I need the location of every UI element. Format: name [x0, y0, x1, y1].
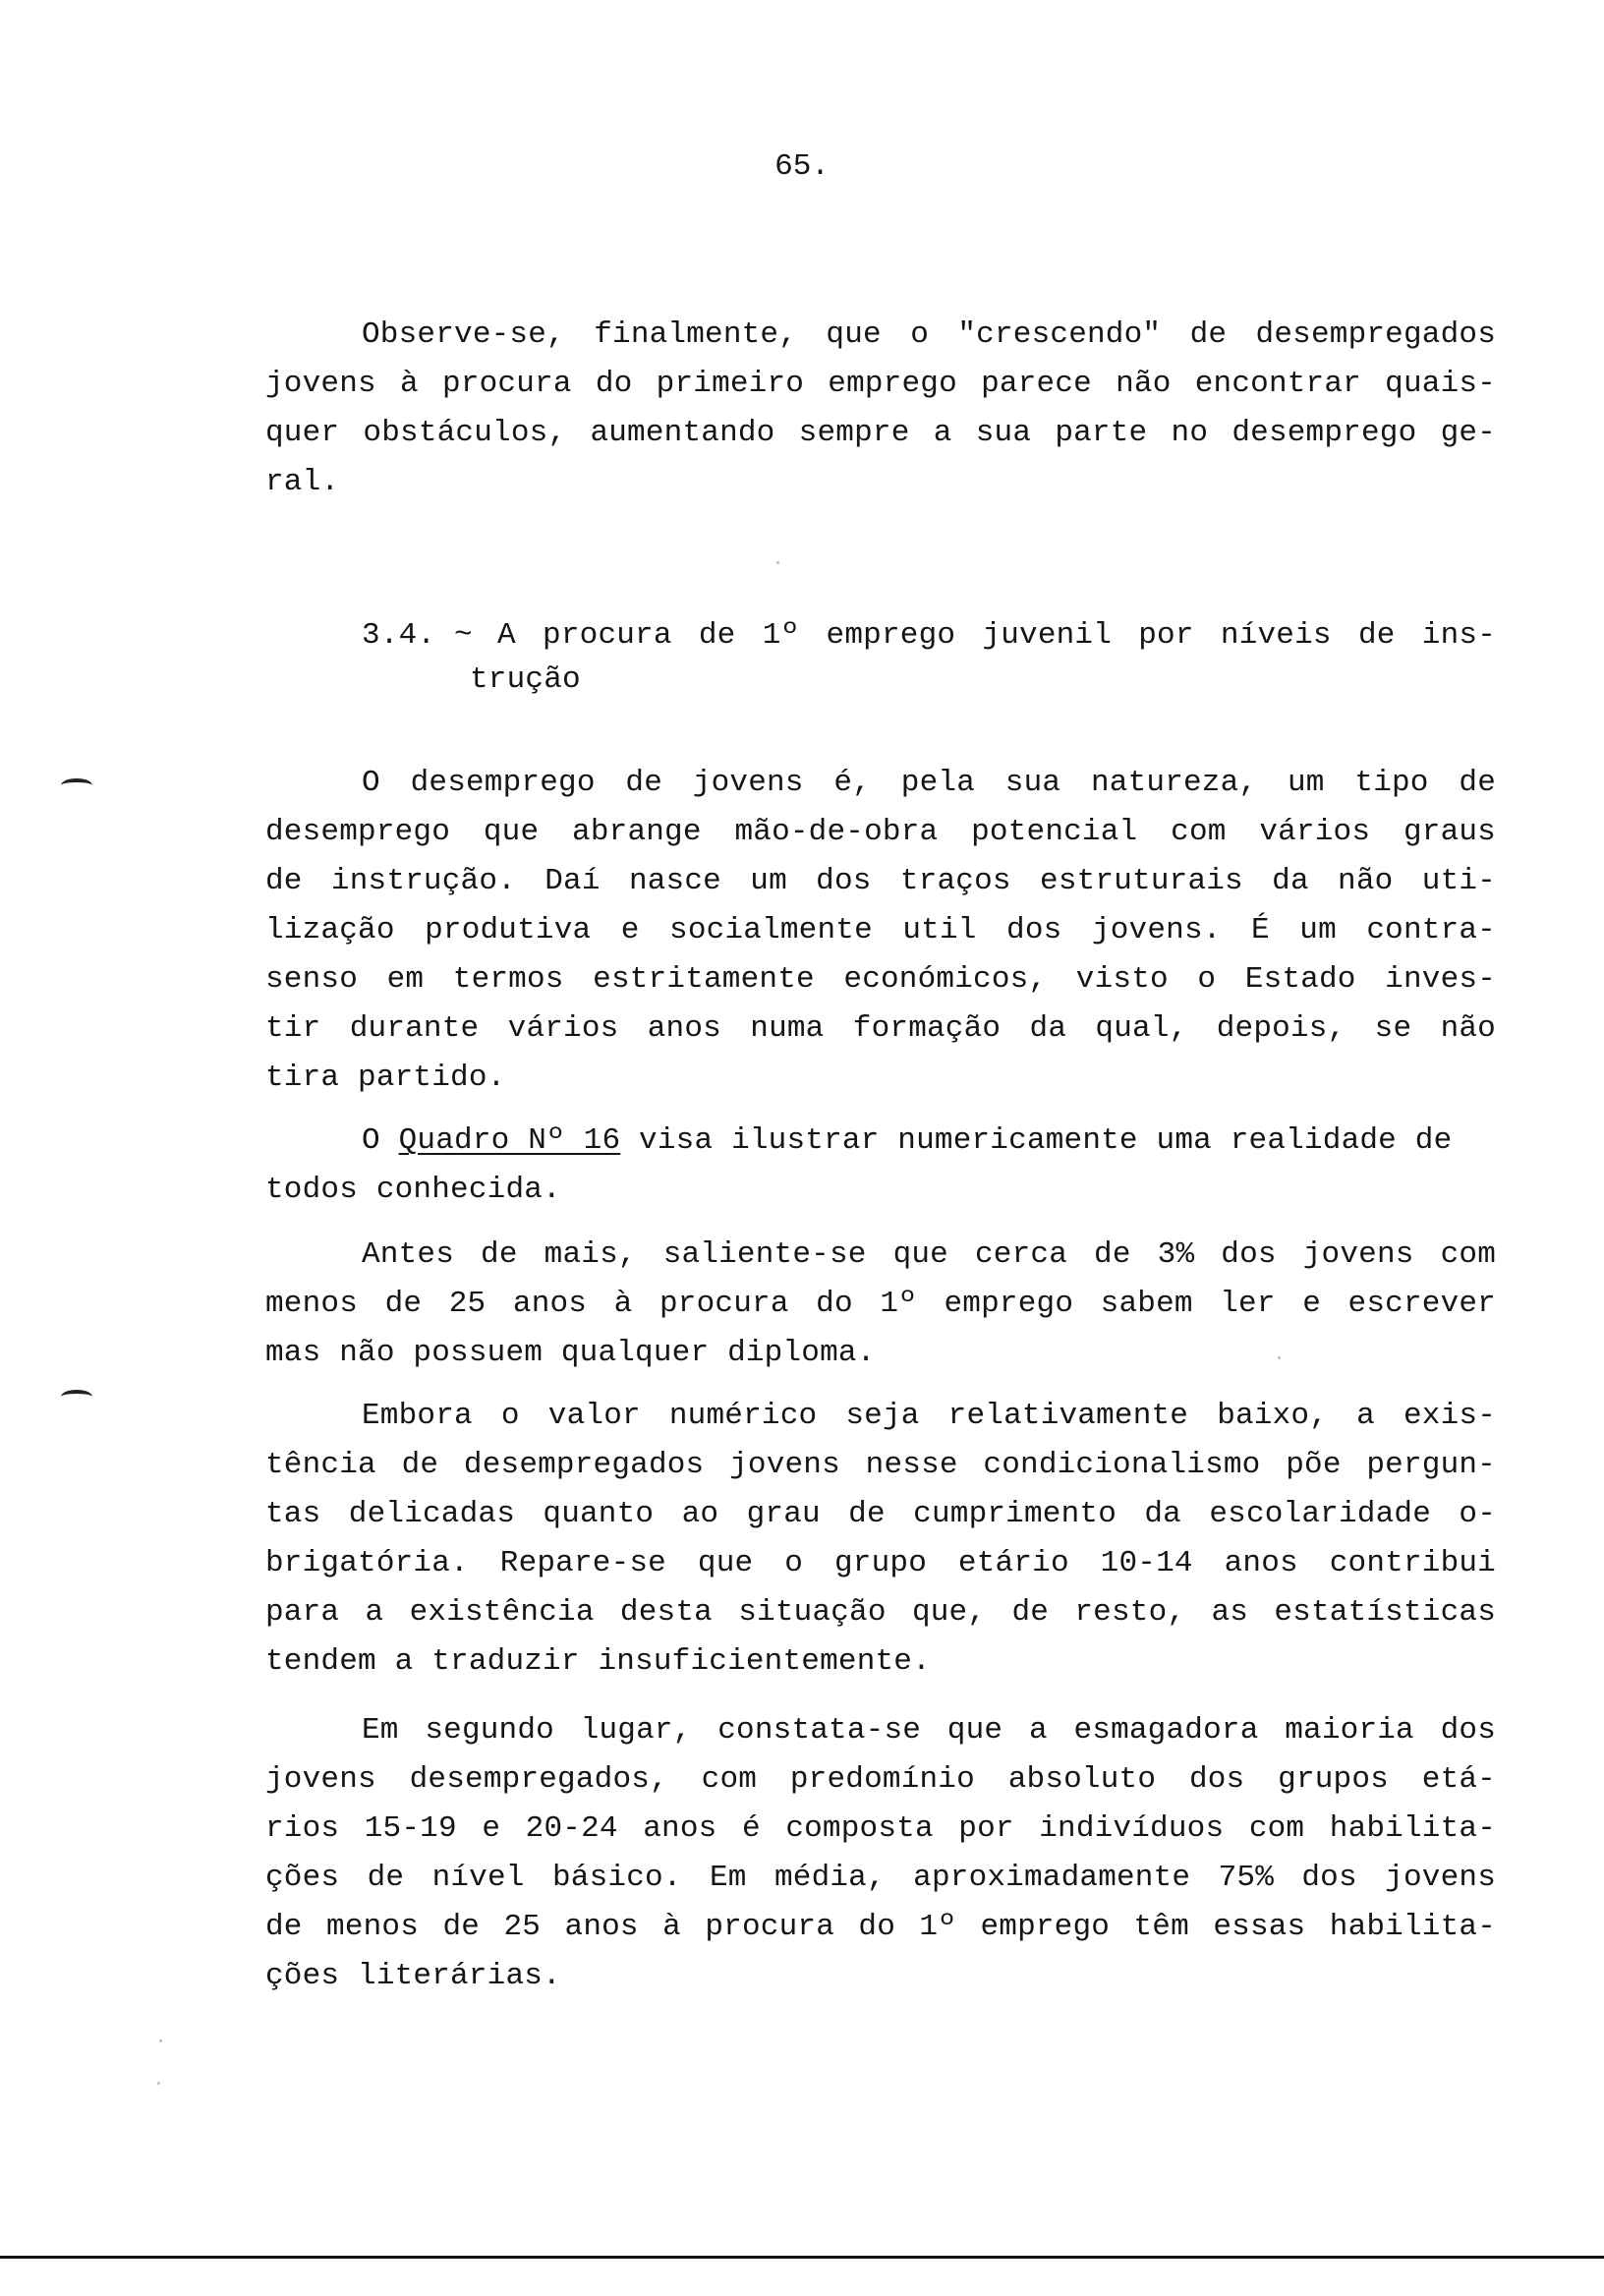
text-line: ral. — [265, 465, 340, 499]
text-line: jovens desempregados, com predomínio absoluto dos grupos etá- — [265, 1762, 1496, 1797]
text-line: lização produtiva e socialmente util dos jovens. É um contra- — [265, 913, 1496, 947]
text-line: tas delicadas quanto ao grau de cumprimento da escolaridade o- — [265, 1497, 1496, 1531]
text-line: tendem a traduzir insuficientemente. — [265, 1644, 931, 1679]
text-line: quer obstáculos, aumentando sempre a sua parte no desemprego ge- — [265, 416, 1496, 450]
text-line: tir durante vários anos numa formação da qual, depois, se não — [265, 1011, 1496, 1046]
text-run: visa ilustrar numericamente uma realidade de — [620, 1123, 1453, 1158]
footer-rule — [0, 2256, 1604, 2259]
text-line — [362, 1121, 1452, 1161]
margin-mark — [61, 1390, 92, 1404]
scan-speck — [157, 2082, 160, 2085]
text-line: ções literárias. — [265, 1959, 561, 1993]
text-line: Observe-se, finalmente, que o "crescendo" de desempregados — [362, 317, 1496, 352]
text-line: Antes de mais, saliente-se que cerca de 3% dos jovens com — [362, 1237, 1496, 1272]
text-line: Em segundo lugar, constata-se que a esmagadora maioria dos — [362, 1713, 1496, 1748]
text-line: todos conhecida. — [265, 1173, 561, 1207]
section-title-line: A procura de 1º emprego juvenil por níveis de ins- — [497, 618, 1496, 653]
text-line: mas não possuem qualquer diploma. — [265, 1336, 876, 1370]
text-line: desemprego que abrange mão-de-obra potencial com vários graus — [265, 815, 1496, 849]
table-reference: Quadro Nº 16 — [398, 1123, 621, 1158]
text-line: Embora o valor numérico seja relativamente baixo, a exis- — [362, 1399, 1496, 1433]
section-number: 3.4. ~ — [362, 618, 473, 653]
text-line: O desemprego de jovens é, pela sua natureza, um tipo de — [362, 766, 1496, 800]
scan-speck — [1278, 1356, 1281, 1359]
text-line: brigatória. Repare-se que o grupo etário 10-14 anos contribui — [265, 1546, 1496, 1580]
margin-mark — [61, 778, 92, 792]
scan-speck — [776, 561, 779, 564]
text-line: tira partido. — [265, 1061, 506, 1095]
section-title-line: trução — [470, 662, 581, 697]
text-line: ções de nível básico. Em média, aproximadamente 75% dos jovens — [265, 1861, 1496, 1895]
text-line: para a existência desta situação que, de resto, as estatísticas — [265, 1595, 1496, 1630]
text-line: senso em termos estritamente económicos, visto o Estado inves- — [265, 962, 1496, 997]
text-line: tência de desempregados jovens nesse condicionalismo põe pergun- — [265, 1448, 1496, 1482]
text-line: de instrução. Daí nasce um dos traços estruturais da não uti- — [265, 864, 1496, 898]
text-line: rios 15-19 e 20-24 anos é composta por indivíduos com habilita- — [265, 1811, 1496, 1846]
text-line: jovens à procura do primeiro emprego parece não encontrar quais- — [265, 367, 1496, 401]
text-run: O — [362, 1123, 399, 1158]
text-line: de menos de 25 anos à procura do 1º emprego têm essas habilita- — [265, 1910, 1496, 1944]
scan-speck — [159, 2039, 162, 2042]
page-number: 65. — [774, 149, 830, 184]
text-line: menos de 25 anos à procura do 1º emprego sabem ler e escrever — [265, 1287, 1496, 1321]
